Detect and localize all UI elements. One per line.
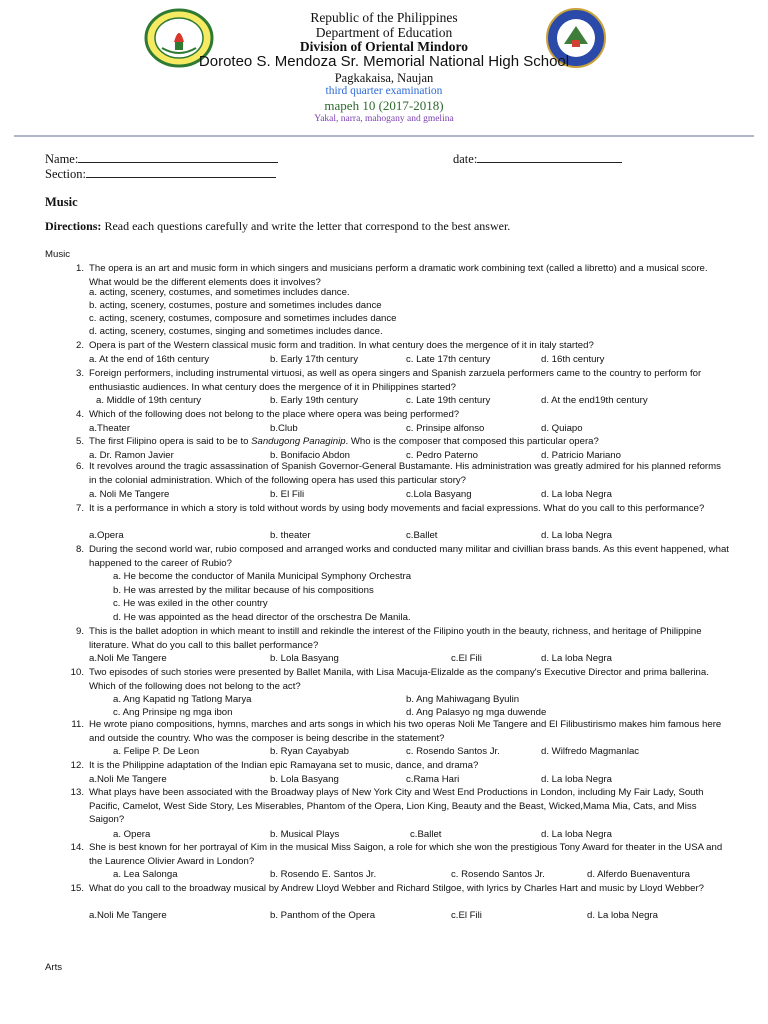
date-field[interactable] xyxy=(453,151,622,167)
option-b: b. Ryan Cayabyab xyxy=(270,746,349,757)
date-label: date: xyxy=(453,152,478,166)
question-text: Which of the following does not belong to the place where opera was being performed? xyxy=(89,409,460,420)
option-b: b. He was arrested by the militar because of his compositions xyxy=(113,585,374,596)
option-c: c.Ballet xyxy=(406,530,438,541)
republic-line: Republic of the Philippines xyxy=(310,10,458,25)
option-d: d. La loba Negra xyxy=(541,489,612,500)
question-text xyxy=(89,435,729,449)
directions-label: Directions: xyxy=(45,219,102,233)
question-number: 5. xyxy=(75,436,84,447)
option-a: a. He become the conductor of Manila Municipal Symphony Orchestra xyxy=(113,571,412,582)
question-text: Two episodes of such stories were presented by Ballet Manila, with Lisa Macuja-Elizalde as the company's Executive Director and prima ballerina. Which of the following does not belong to the act? xyxy=(89,667,709,692)
division-line: Division of Oriental Mindoro xyxy=(299,39,469,54)
question-number: 4. xyxy=(75,409,84,420)
option-b: b. Bonifacio Abdon xyxy=(270,450,351,461)
option-c: c. Ang Prinsipe ng mga ibon xyxy=(113,707,233,718)
option-a: a. Opera xyxy=(113,829,151,840)
opera-title: Sandugong Panaginip xyxy=(251,436,346,447)
option-a: a.Opera xyxy=(89,530,124,541)
option-d: d. Quiapo xyxy=(541,423,583,434)
question-text: He wrote piano compositions, hymns, marches and arts songs in which his two operas Noli Me Tangere and El Filibustirismo makes him famous here and outside the country. Who was the composer is being describe in the statement? xyxy=(89,719,722,744)
option-d: d. Patricio Mariano xyxy=(541,450,621,461)
option-d: d. Wilfredo Magmanlac xyxy=(541,746,640,757)
question-text-end: . Who is the composer that composed this particular opera? xyxy=(345,436,599,447)
option-b: b. theater xyxy=(270,530,311,541)
question-number: 7. xyxy=(75,503,84,514)
option-c: c. Rosendo Santos Jr. xyxy=(451,869,545,880)
option-d: d. La loba Negra xyxy=(541,530,612,541)
option-b: b. Musical Plays xyxy=(270,829,340,840)
sections-line: Yakal, narra, mahogany and gmelina xyxy=(314,114,454,124)
option-a: a. Middle of 19th century xyxy=(96,395,202,406)
option-a: a. At the end of 16th century xyxy=(89,354,210,365)
question-number: 11. xyxy=(71,719,84,730)
question-text: This is the ballet adoption in which meant to instill and rekindle the interest of the Filipino youth in the beauty, richness, and heritage of Philippine literature. What do you call to this ballet performance? xyxy=(89,626,702,651)
question-number: 8. xyxy=(75,544,84,555)
section-field[interactable] xyxy=(45,166,276,182)
option-b: b. El Fili xyxy=(270,489,305,500)
option-c: c. acting, scenery, costumes, composure and sometimes includes dance xyxy=(89,313,397,324)
exam-title: third quarter examination xyxy=(325,85,443,97)
section-heading-music: Music xyxy=(45,195,78,209)
option-c: c. Prinsipe alfonso xyxy=(406,423,485,434)
option-a: a. acting, scenery, costumes, and sometimes includes dance. xyxy=(89,287,350,298)
option-d: d. acting, scenery, costumes, singing and sometimes includes dance. xyxy=(89,326,383,337)
question-number: 12. xyxy=(70,760,84,771)
option-d: d. La loba Negra xyxy=(541,829,612,840)
directions xyxy=(45,219,510,234)
option-a: a. Lea Salonga xyxy=(113,869,178,880)
question-number: 3. xyxy=(75,368,84,379)
option-d: d. 16th century xyxy=(541,354,605,365)
option-c: c.Rama Hari xyxy=(406,774,460,785)
option-a: a. Dr. Ramon Javier xyxy=(89,450,174,461)
option-d: d. La loba Negra xyxy=(541,774,612,785)
question-text: Foreign performers, including instrumental virtuosi, as well as opera singers and Spanish zarzuela performers came to the country to perform for enthusiastic audiences. In what century does the mergence of it in Philippines started? xyxy=(89,368,702,393)
option-a: a.Noli Me Tangere xyxy=(89,910,167,921)
option-b: b. Ang Mahiwagang Byulin xyxy=(406,694,520,705)
option-b: b. Rosendo E. Santos Jr. xyxy=(270,869,377,880)
header-rule xyxy=(14,135,754,137)
option-b: b.Club xyxy=(270,423,298,434)
option-a: a. Felipe P. De Leon xyxy=(113,746,200,757)
option-a: a.Noli Me Tangere xyxy=(89,774,167,785)
question-number: 1. xyxy=(75,263,84,274)
option-d: d. At the end19th century xyxy=(541,395,648,406)
option-a: a. Ang Kapatid ng Tatlong Marya xyxy=(113,694,252,705)
option-c: c. He was exiled in the other country xyxy=(113,598,268,609)
question-number: 15. xyxy=(70,883,84,894)
question-number: 14. xyxy=(70,842,84,853)
question-text: It is a performance in which a story is told without words by using body movements and facial expressions. What do you call to this performance? xyxy=(89,503,705,514)
date-blank[interactable] xyxy=(477,151,622,163)
option-b: b. Early 17th century xyxy=(270,354,358,365)
option-d: d. Ang Palasyo ng mga duwende xyxy=(406,707,547,718)
question-text: It revolves around the tragic assassination of Spanish Governor-General Bustamante. His administration was greatly admired for his planned reforms in the colonial administration. Which of the following opera has used this particular story? xyxy=(89,461,721,486)
school-name: Doroteo S. Mendoza Sr. Memorial National High School xyxy=(198,53,570,70)
option-c: c.El Fili xyxy=(451,910,482,921)
question-number: 13. xyxy=(70,787,84,798)
option-b: b. Panthom of the Opera xyxy=(270,910,376,921)
question-text: What do you call to the broadway musical by Andrew Lloyd Webber and Richard Stilgoe, with lyrics by Charles Hart and music by Lloyd Webber? xyxy=(89,883,705,894)
department-line: Department of Education xyxy=(315,25,453,40)
question-text: It is the Philippine adaptation of the Indian epic Ramayana set to music, dance, and drama? xyxy=(89,760,479,771)
option-c: c.Lola Basyang xyxy=(406,489,472,500)
option-a: a. Noli Me Tangere xyxy=(89,489,170,500)
option-c: c.Ballet xyxy=(410,829,442,840)
option-b: b. Early 19th century xyxy=(270,395,358,406)
question-number: 10. xyxy=(70,667,84,678)
section-label: Section: xyxy=(45,167,86,181)
name-blank[interactable] xyxy=(78,151,278,163)
option-c: c.El Fili xyxy=(451,653,482,664)
music-subheading: Music xyxy=(45,249,71,260)
question-number: 6. xyxy=(75,461,84,472)
subject-title: mapeh 10 (2017-2018) xyxy=(324,98,444,113)
option-c: c. Late 19th century xyxy=(406,395,491,406)
section-blank[interactable] xyxy=(86,166,276,178)
option-c: c. Pedro Paterno xyxy=(406,450,478,461)
question-text: What plays have been associated with the Broadway plays of New York City and West End Productions in London, including My Fair Lady, South Pacific, Camelot, West Side Story, Les Miserables, Phantom of the Opera, Lion King, Beauty and the Beast, Wicked,Mama Mia, Cats, and Miss Saigon? xyxy=(89,787,704,826)
option-a: a.Theater xyxy=(89,423,131,434)
option-d: d. Alferdo Buenaventura xyxy=(587,869,690,880)
option-a: a.Noli Me Tangere xyxy=(89,653,167,664)
question-text: Opera is part of the Western classical music form and tradition. In what century does the mergence of it in italy started? xyxy=(89,340,594,351)
option-c: c. Late 17th century xyxy=(406,354,491,365)
arts-subheading: Arts xyxy=(45,962,63,973)
question-text: During the second world war, rubio composed and arranged works and conducted many militar and civillian brass bands. As this event happened, what happened to the career of Rubio? xyxy=(89,544,729,569)
option-d: d. La loba Negra xyxy=(587,910,658,921)
question-number: 9. xyxy=(75,626,84,637)
option-b: b. acting, scenery, costumes, posture and sometimes includes dance xyxy=(89,300,382,311)
motto-line: Pagkakaisa, Naujan xyxy=(334,71,434,85)
option-d: d. He was appointed as the head director of the orschestra De Manila. xyxy=(113,612,411,623)
question-text-start: The first Filipino opera is said to be to xyxy=(89,436,252,447)
question-text: She is best known for her portrayal of Kim in the musical Miss Saigon, a role for which she won the prestigious Tony Award for theater in the USA and the Laurence Olivier Award in London? xyxy=(89,842,723,867)
name-field[interactable] xyxy=(45,151,278,167)
option-b: b. Lola Basyang xyxy=(270,774,339,785)
question-text: The opera is an art and music form in which singers and musicians perform a dramatic work combining text (called a libretto) and a musical score. What would be the different elements does it involves? xyxy=(89,263,708,288)
option-d: d. La loba Negra xyxy=(541,653,612,664)
option-b: b. Lola Basyang xyxy=(270,653,339,664)
name-label: Name: xyxy=(45,152,79,166)
directions-text: Read each questions carefully and write the letter that correspond to the best answer. xyxy=(104,219,511,233)
question-number: 2. xyxy=(75,340,84,351)
option-c: c. Rosendo Santos Jr. xyxy=(406,746,500,757)
